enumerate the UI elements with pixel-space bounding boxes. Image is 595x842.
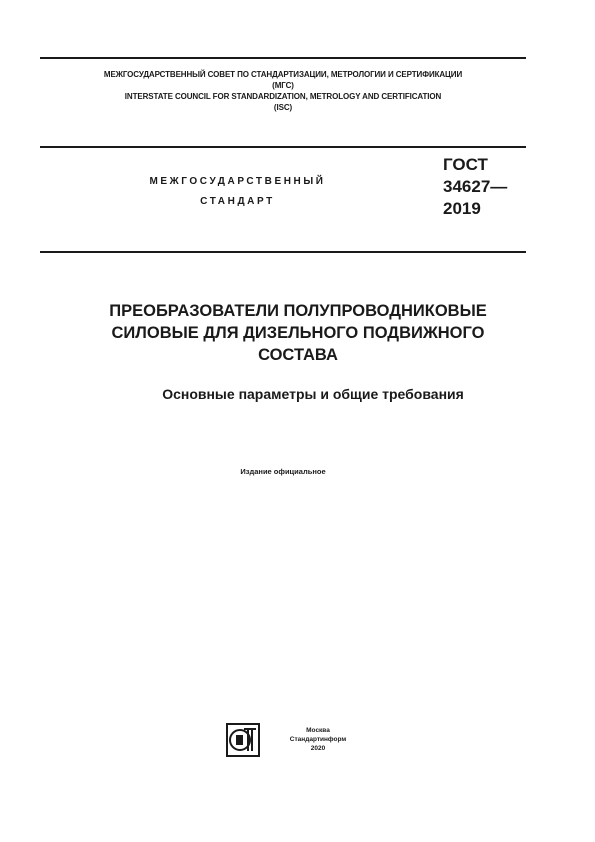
council-abbr-en: (ISC) [273,102,293,112]
top-divider [40,57,526,59]
publisher-info [280,726,356,753]
council-abbr-ru: (МГС) [272,80,294,90]
title-line-1: ПРЕОБРАЗОВАТЕЛИ ПОЛУПРОВОДНИКОВЫЕ [109,302,487,320]
publisher-year: 2020 [310,745,326,752]
standard-type-line2: СТАНДАРТ [200,196,275,207]
header-divider [40,146,526,148]
standard-type-line1: МЕЖГОСУДАРСТВЕННЫЙ [149,176,326,187]
council-header [40,70,526,113]
council-name-en: INTERSTATE COUNCIL FOR STANDARDIZATION, METROLOGY AND CERTIFICATION [124,92,442,101]
title-line-2: СИЛОВЫЕ ДЛЯ ДИЗЕЛЬНОГО ПОДВИЖНОГО [111,324,485,342]
designation-prefix: ГОСТ [443,155,488,174]
edition-note: Издание официальное [240,467,326,476]
standard-type [120,172,355,212]
designation-number: 34627— [443,177,508,196]
standartinform-logo-icon [226,723,260,757]
publisher-name: Стандартинформ [289,736,347,743]
designation-divider [40,251,526,253]
publisher-city: Москва [306,727,330,734]
council-name-ru: МЕЖГОСУДАРСТВЕННЫЙ СОВЕТ ПО СТАНДАРТИЗАЦИИ, МЕТРОЛОГИИ И СЕРТИФИКАЦИИ [103,70,463,79]
document-subtitle: Основные параметры и общие требования [162,386,464,402]
title-line-3: СОСТАВА [258,346,338,364]
designation-year: 2019 [443,199,481,218]
standard-designation [443,154,507,220]
document-title [40,300,556,366]
